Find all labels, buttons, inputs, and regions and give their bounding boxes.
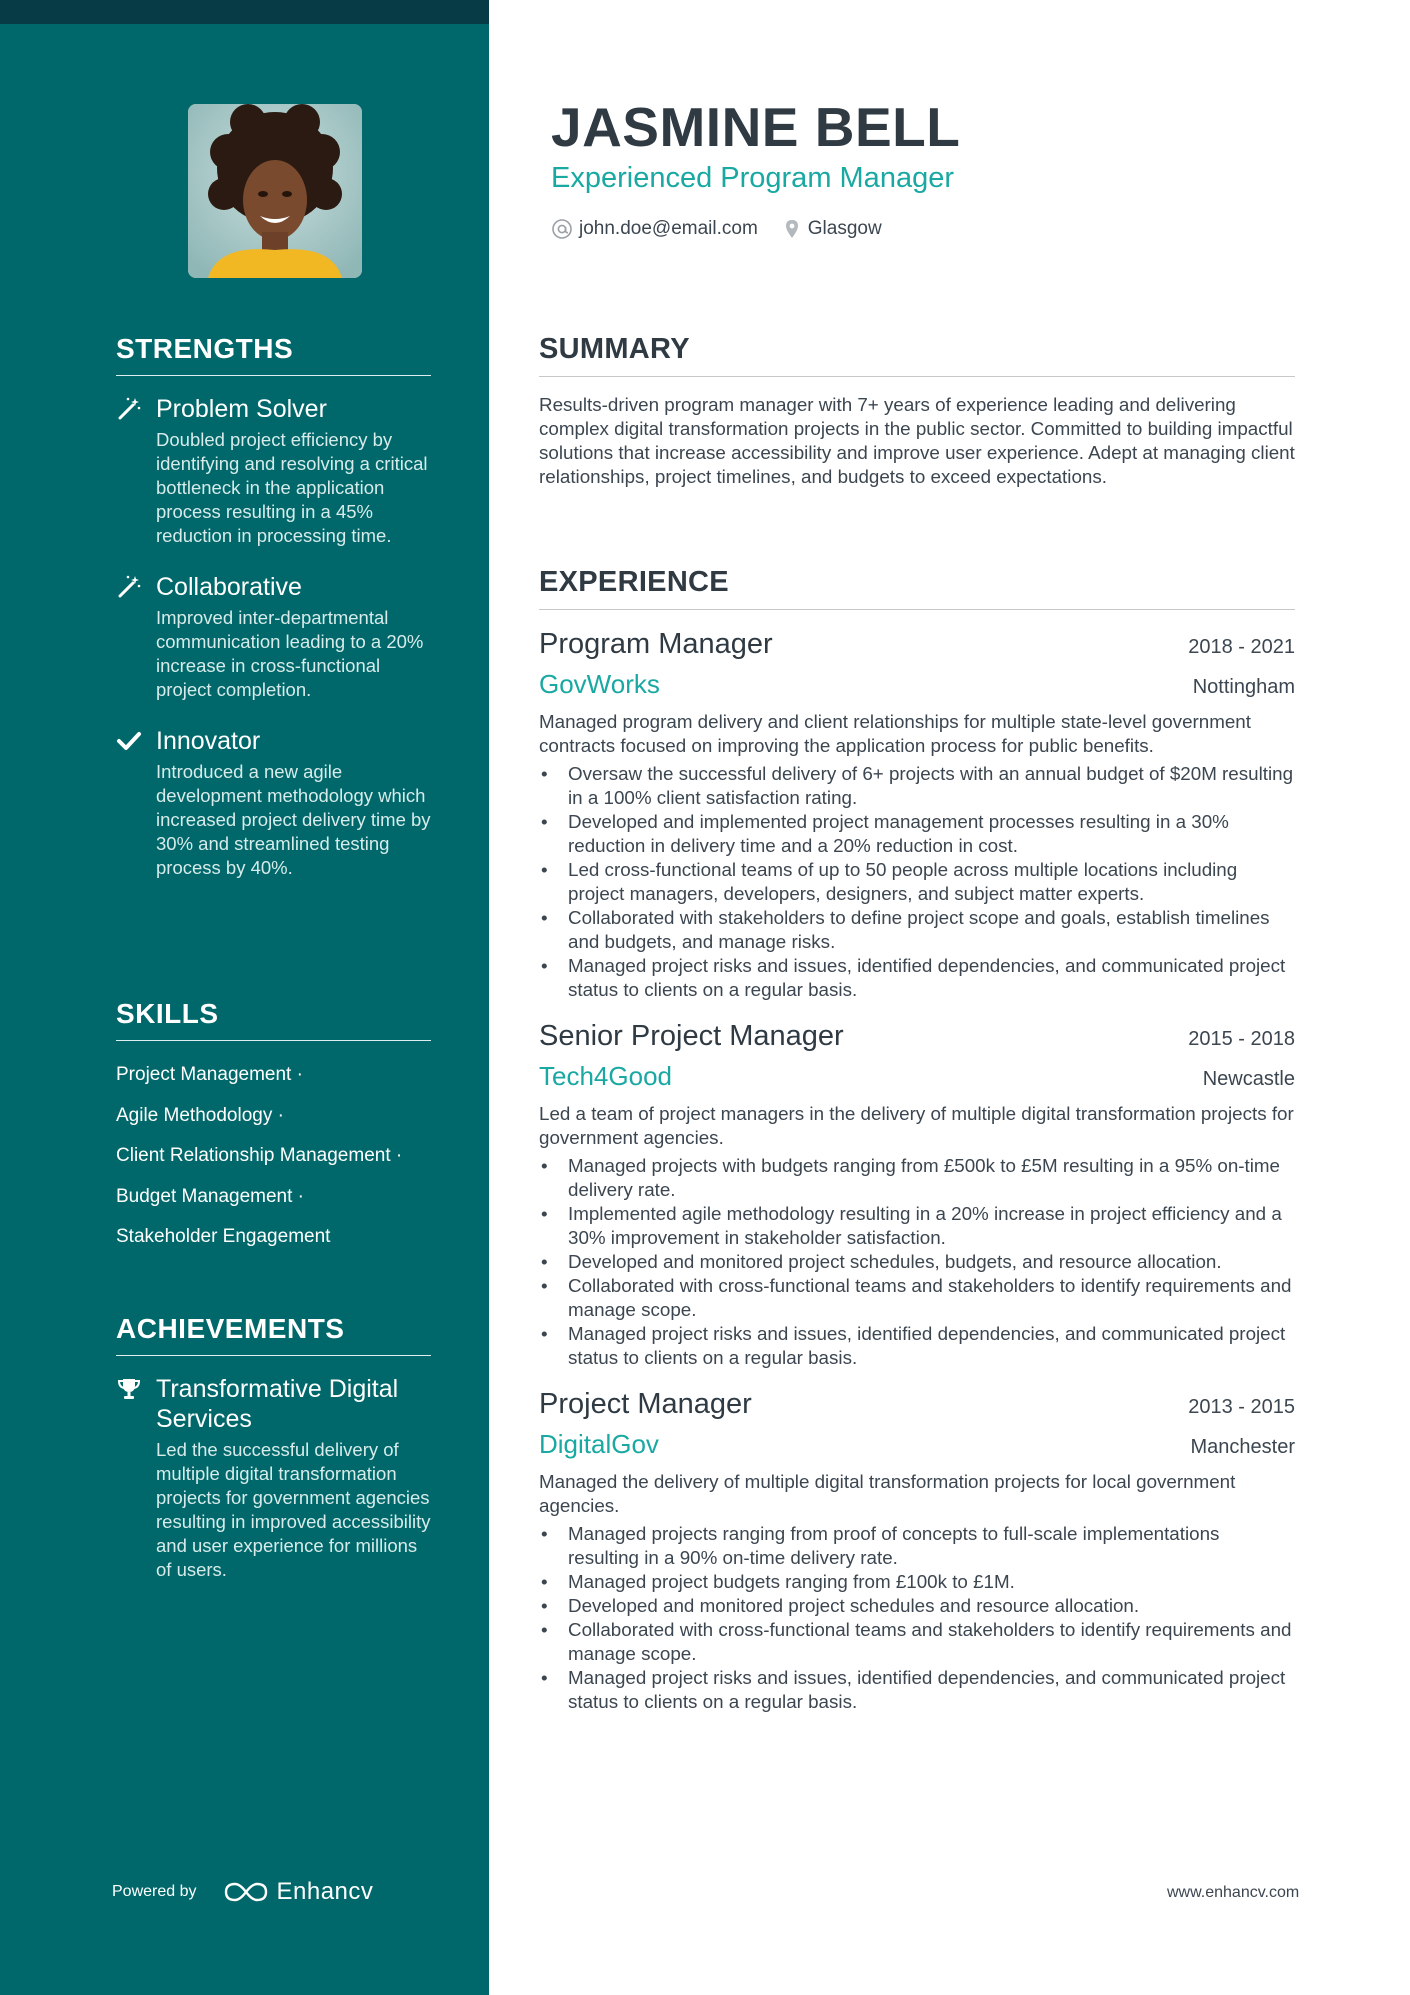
job-bullet: • Managed projects ranging from proof of concepts to full-scale implementations resulting in a 90% on-time delivery rate. [539, 1522, 1295, 1570]
skill-item: Stakeholder Engagement [116, 1226, 331, 1247]
contact-location [782, 218, 882, 240]
job-bullet: • Developed and monitored project schedules and resource allocation. [539, 1594, 1295, 1618]
job-bullet: • Oversaw the successful delivery of 6+ projects with an annual budget of $20M resulting in a 100% client satisfaction rating. [539, 762, 1295, 810]
skills-list [116, 1055, 431, 1258]
job-bullet: • Collaborated with cross-functional teams and stakeholders to identify requirements and manage scope. [539, 1618, 1295, 1666]
skill-item: Project Management · [116, 1064, 303, 1085]
job-company: DigitalGov [539, 1429, 659, 1459]
job-dates: 2013 - 2015 [1188, 1396, 1295, 1418]
trophy-icon [116, 1376, 142, 1402]
job-bullets [539, 762, 1295, 1002]
achievement-item [116, 1374, 431, 1582]
achievement-description: Led the successful delivery of multiple digital transformation projects for government agencies resulting in improved accessibility and user experience for millions of users. [156, 1439, 431, 1580]
job-location: Nottingham [1192, 676, 1295, 698]
strength-title: Innovator [156, 727, 261, 755]
job-company: GovWorks [539, 669, 660, 699]
job-dates: 2015 - 2018 [1188, 1028, 1295, 1050]
achievement-title: Transformative Digital Services [156, 1375, 399, 1433]
job-company: Tech4Good [539, 1061, 672, 1091]
job-bullets [539, 1154, 1295, 1370]
job-location: Newcastle [1202, 1068, 1295, 1090]
skills-section [116, 998, 431, 1258]
contact-email[interactable] [551, 218, 758, 240]
profile-photo [188, 104, 362, 278]
job-bullet: • Managed project risks and issues, identified dependencies, and communicated project status to clients on a regular basis. [539, 954, 1295, 1002]
job-bullet: • Developed and implemented project management processes resulting in a 30% reduction in delivery time and a 20% reduction in cost. [539, 810, 1295, 858]
enhancv-logo[interactable] [223, 1878, 374, 1906]
strengths-section [116, 333, 431, 880]
job-entry [539, 624, 1295, 1002]
job-bullet: • Developed and monitored project schedules, budgets, and resource allocation. [539, 1250, 1295, 1274]
job-bullets [539, 1522, 1295, 1714]
strength-item [116, 572, 431, 702]
job-bullet: • Implemented agile methodology resulting in a 20% increase in project efficiency and a 30% improvement in stakeholder satisfaction. [539, 1202, 1295, 1250]
skills-heading: SKILLS [116, 998, 431, 1041]
summary-text: Results-driven program manager with 7+ years of experience leading and delivering complex digital transformation projects in the public sector. Committed to building impactful solutions that increase accessibility and improve user experience. Adept at managing client relationships, project timelines, and budgets to exceed expectations. [539, 394, 1295, 487]
job-bullet: • Managed projects with budgets ranging from £500k to £5M resulting in a 95% on-time delivery rate. [539, 1154, 1295, 1202]
brand-name: Enhancv [276, 1878, 374, 1905]
sidebar-top-bar [0, 0, 489, 24]
job-bullet: • Collaborated with stakeholders to define project scope and goals, establish timelines and budgets, and manage risks. [539, 906, 1295, 954]
powered-by-label: Powered by [112, 1883, 197, 1900]
candidate-name: JASMINE BELL [551, 96, 961, 158]
job-entry [539, 1016, 1295, 1370]
experience-heading: EXPERIENCE [539, 566, 1295, 610]
strength-item [116, 394, 431, 548]
candidate-title: Experienced Program Manager [551, 162, 954, 194]
email-text: john.doe@email.com [579, 218, 758, 239]
magic-wand-icon [116, 574, 142, 600]
job-bullet: • Managed project risks and issues, identified dependencies, and communicated project status to clients on a regular basis. [539, 1666, 1295, 1714]
job-bullet: • Managed project budgets ranging from £100k to £1M. [539, 1570, 1295, 1594]
sidebar [0, 0, 489, 1995]
skill-item: Client Relationship Management · [116, 1145, 403, 1166]
strength-title: Problem Solver [156, 395, 327, 423]
job-bullet: • Led cross-functional teams of up to 50 people across multiple locations including project managers, developers, designers, and subject matter experts. [539, 858, 1295, 906]
enhancv-logo-icon [223, 1880, 269, 1904]
job-bullet: • Managed project risks and issues, identified dependencies, and communicated project status to clients on a regular basis. [539, 1322, 1295, 1370]
skill-item: Budget Management · [116, 1185, 305, 1207]
job-role: Senior Project Manager [539, 1020, 844, 1052]
job-role: Program Manager [539, 628, 773, 660]
job-location: Manchester [1190, 1436, 1295, 1458]
powered-by [112, 1878, 373, 1906]
summary-heading: SUMMARY [539, 333, 1295, 377]
job-bullet: • Collaborated with cross-functional teams and stakeholders to identify requirements and manage scope. [539, 1274, 1295, 1322]
summary-section [539, 333, 1295, 489]
at-icon [551, 218, 573, 240]
job-description: Managed program delivery and client relationships for multiple state-level government contracts focused on improving the application process for public benefits. [539, 711, 1251, 756]
job-dates: 2018 - 2021 [1188, 636, 1295, 658]
strength-description: Doubled project efficiency by identifying and resolving a critical bottleneck in the application process resulting in a 45% reduction in processing time. [156, 429, 428, 546]
magic-wand-icon [116, 396, 142, 422]
job-role: Project Manager [539, 1388, 752, 1420]
strength-description: Introduced a new agile development methodology which increased project delivery time by 30% and streamlined testing process by 40%. [156, 761, 431, 878]
experience-section [539, 566, 1295, 1714]
footer-url[interactable]: www.enhancv.com [1167, 1884, 1300, 1901]
location-pin-icon [782, 218, 802, 240]
skill-item: Agile Methodology · [116, 1104, 284, 1126]
checkmark-icon [116, 728, 142, 754]
strength-description: Improved inter-departmental communication leading to a 20% increase in cross-functional project completion. [156, 607, 424, 700]
location-text: Glasgow [807, 218, 882, 239]
job-entry [539, 1384, 1295, 1714]
achievements-section [116, 1313, 431, 1582]
contact-row [551, 218, 906, 240]
job-description: Managed the delivery of multiple digital transformation projects for local government agencies. [539, 1471, 1236, 1516]
job-description: Led a team of project managers in the delivery of multiple digital transformation projects for government agencies. [539, 1103, 1294, 1148]
strengths-heading: STRENGTHS [116, 333, 431, 376]
achievements-heading: ACHIEVEMENTS [116, 1313, 431, 1356]
strength-item [116, 726, 431, 880]
strength-title: Collaborative [156, 573, 302, 601]
